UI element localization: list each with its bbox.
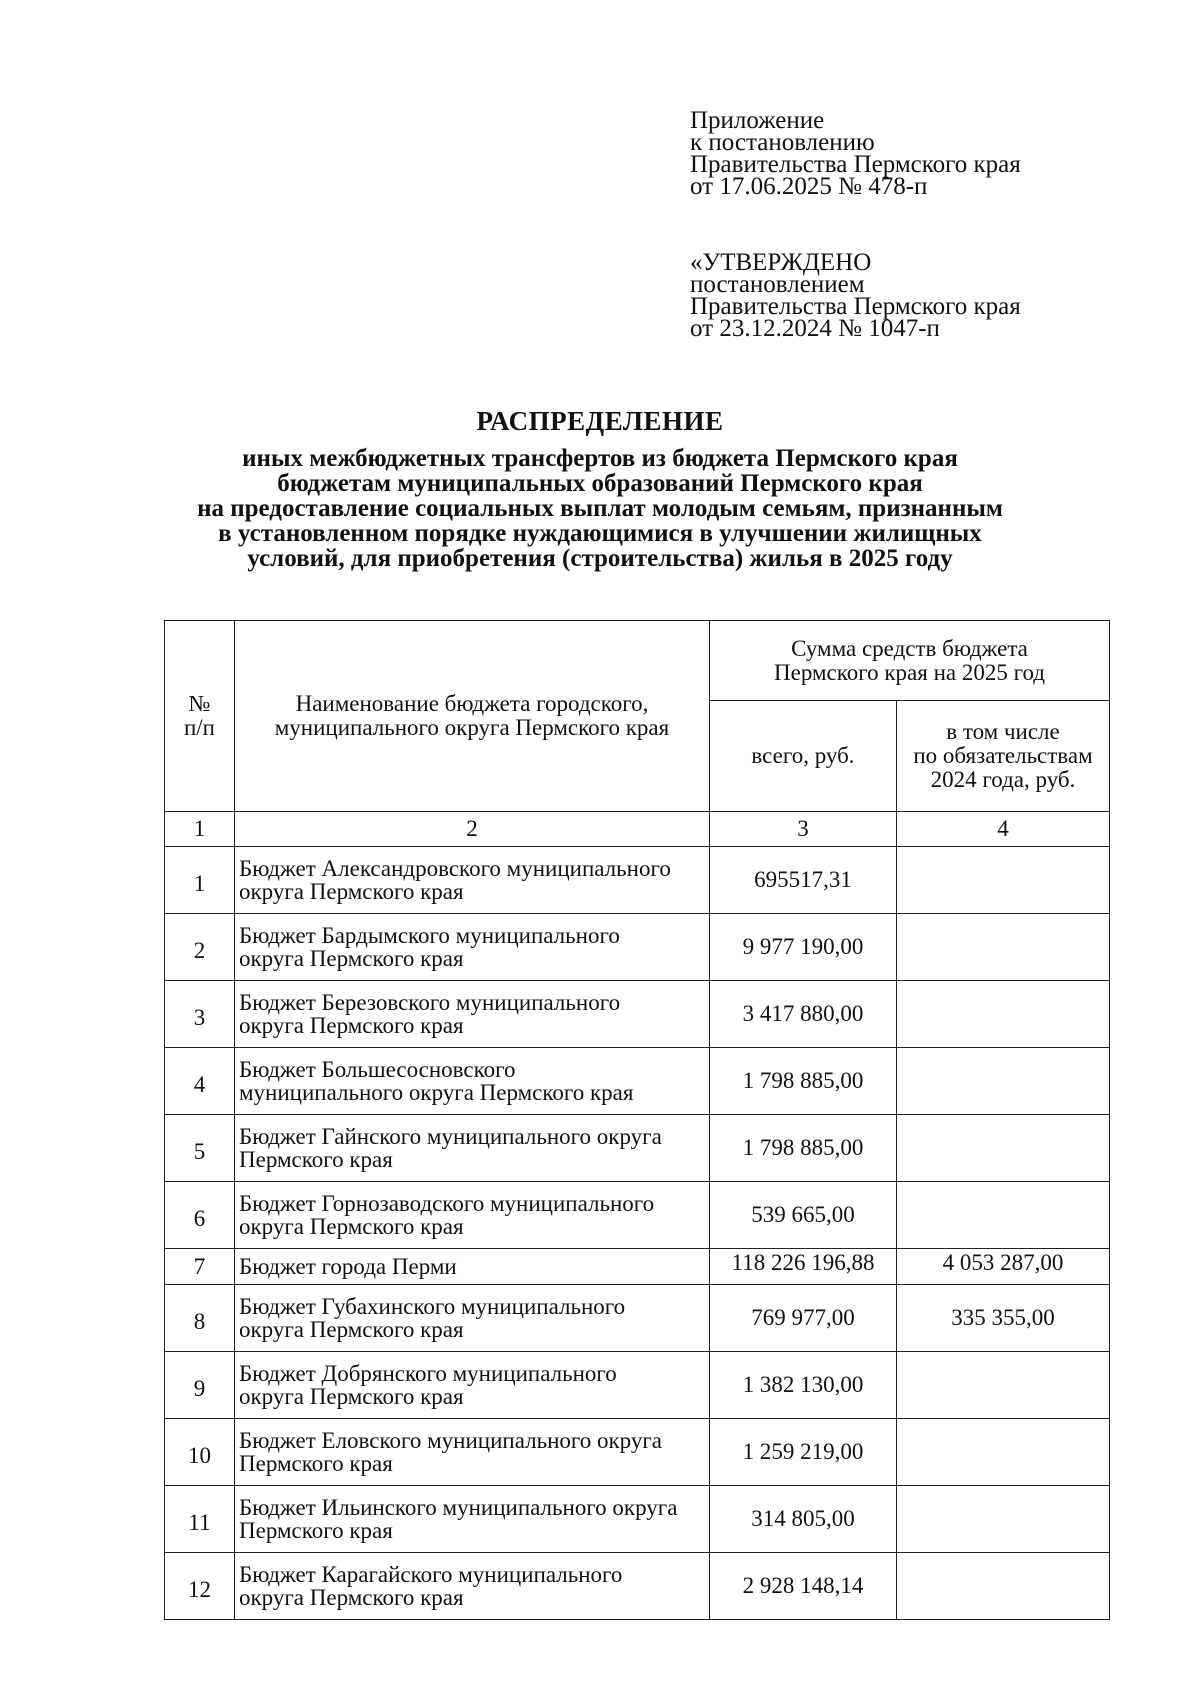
table-row: [165, 1352, 1110, 1419]
distribution-table: [164, 620, 1110, 1620]
row-number: 4: [165, 1048, 235, 1115]
amount-total: 1 798 885,00: [710, 1115, 897, 1182]
approved-line: постановлением: [690, 271, 865, 298]
budget-name: [235, 1419, 710, 1486]
budget-name-line: Бюджет города Перми: [239, 1254, 457, 1279]
row-number: 7: [165, 1249, 235, 1285]
row-number: 9: [165, 1352, 235, 1419]
header-name-line: муниципального округа Пермского края: [274, 715, 670, 740]
row-number: 11: [165, 1486, 235, 1553]
table-row: [165, 1486, 1110, 1553]
amount-2024-obligations: [897, 1048, 1110, 1115]
budget-name: [235, 1048, 710, 1115]
budget-name-line: Бюджет Бардымского муниципального: [239, 923, 620, 948]
amount-2024-obligations: [897, 1115, 1110, 1182]
amount-total: 9 977 190,00: [710, 914, 897, 981]
header-sum-group: [710, 621, 1110, 701]
amount-total: 1 382 130,00: [710, 1352, 897, 1419]
table-row: [165, 914, 1110, 981]
row-number: 3: [165, 981, 235, 1048]
budget-name: [235, 1352, 710, 1419]
amount-total: 1 798 885,00: [710, 1048, 897, 1115]
budget-name: [235, 1486, 710, 1553]
amount-total: 118 226 196,88: [710, 1249, 897, 1285]
budget-name-line: Бюджет Губахинского муниципального: [239, 1294, 626, 1319]
budget-name: [235, 847, 710, 914]
header-total: всего, руб.: [710, 701, 897, 812]
budget-name-line: Бюджет Большесосновского: [239, 1057, 516, 1082]
header-name-line: Наименование бюджета городского,: [295, 691, 649, 716]
budget-name-line: Бюджет Березовского муниципального: [239, 990, 621, 1015]
amount-2024-obligations: [897, 981, 1110, 1048]
amount-total: 695517,31: [710, 847, 897, 914]
budget-name-line: округа Пермского края: [239, 879, 464, 904]
table-row: [165, 1249, 1110, 1285]
column-index: 2: [235, 812, 710, 847]
budget-name-line: округа Пермского края: [239, 946, 464, 971]
budget-name-line: округа Пермского края: [239, 1585, 464, 1610]
subtitle-line: бюджетам муниципальных образований Пермского края: [277, 470, 923, 497]
budget-name-line: Бюджет Карагайского муниципального: [239, 1562, 623, 1587]
appendix-line: Приложение: [690, 107, 825, 134]
header-sum-line: Сумма средств бюджета: [791, 635, 1028, 661]
budget-name-line: Бюджет Гайнского муниципального округа: [239, 1124, 662, 1149]
appendix-block: [690, 107, 1021, 200]
amount-2024-obligations: [897, 1182, 1110, 1249]
amount-total: 3 417 880,00: [710, 981, 897, 1048]
header-incl-line: в том числе: [946, 719, 1060, 745]
budget-name: [235, 1115, 710, 1182]
header-incl: [897, 701, 1110, 812]
document-title: РАСПРЕДЕЛЕНИЕ: [476, 406, 724, 436]
header-sum-line: Пермского края на 2025 год: [774, 659, 1045, 685]
budget-name-line: Бюджет Добрянского муниципального: [239, 1361, 617, 1386]
budget-name-line: Бюджет Александровского муниципального: [239, 856, 671, 881]
table-row: [165, 1115, 1110, 1182]
row-number: 6: [165, 1182, 235, 1249]
budget-name: [235, 1285, 710, 1352]
budget-name: [235, 1553, 710, 1620]
header-incl-line: 2024 года, руб.: [930, 767, 1076, 793]
budget-name-line: Пермского края: [239, 1147, 393, 1172]
amount-2024-obligations: [897, 1553, 1110, 1620]
amount-2024-obligations: [897, 1419, 1110, 1486]
header-num-line: п/п: [183, 715, 215, 740]
table-row: [165, 1419, 1110, 1486]
budget-name-line: Бюджет Горнозаводского муниципального: [239, 1191, 655, 1216]
table-row: [165, 1285, 1110, 1352]
table-row: [165, 1048, 1110, 1115]
table-row: [165, 1182, 1110, 1249]
appendix-line: от 17.06.2025 № 478-п: [690, 173, 928, 200]
header-name: [235, 621, 710, 812]
budget-name-line: муниципального округа Пермского края: [239, 1080, 634, 1105]
budget-name-line: Бюджет Еловского муниципального округа: [239, 1428, 663, 1453]
row-number: 5: [165, 1115, 235, 1182]
budget-name: [235, 981, 710, 1048]
amount-2024-obligations: 335 355,00: [897, 1285, 1110, 1352]
table-header-row: [165, 621, 1110, 701]
budget-name-line: Пермского края: [239, 1518, 393, 1543]
amount-2024-obligations: [897, 847, 1110, 914]
budget-name-line: округа Пермского края: [239, 1214, 464, 1239]
amount-total: 539 665,00: [710, 1182, 897, 1249]
subtitle-line: в установленном порядке нуждающимися в улучшении жилищных: [218, 520, 982, 547]
header-num: [165, 621, 235, 812]
document-subtitle: [120, 446, 1080, 571]
amount-total: 314 805,00: [710, 1486, 897, 1553]
subtitle-line: иных межбюджетных трансфертов из бюджета Пермского края: [242, 445, 958, 472]
amount-2024-obligations: [897, 1486, 1110, 1553]
row-number: 2: [165, 914, 235, 981]
table-row: [165, 981, 1110, 1048]
budget-name-line: округа Пермского края: [239, 1013, 464, 1038]
appendix-line: к постановлению: [690, 129, 875, 156]
subtitle-line: условий, для приобретения (строительства) жилья в 2025 году: [247, 545, 953, 572]
budget-name: [235, 1249, 710, 1285]
budget-name-line: округа Пермского края: [239, 1384, 464, 1409]
budget-name-line: Бюджет Ильинского муниципального округа: [239, 1495, 678, 1520]
budget-name-line: округа Пермского края: [239, 1317, 464, 1342]
header-incl-line: по обязательствам: [913, 743, 1093, 769]
subtitle-line: на предоставление социальных выплат молодым семьям, признанным: [197, 495, 1003, 522]
column-index: 1: [165, 812, 235, 847]
amount-total: 769 977,00: [710, 1285, 897, 1352]
row-number: 10: [165, 1419, 235, 1486]
appendix-line: Правительства Пермского края: [690, 151, 1021, 178]
amount-2024-obligations: 4 053 287,00: [897, 1249, 1110, 1285]
column-index: 4: [897, 812, 1110, 847]
header-num-line: №: [188, 691, 211, 716]
column-index-row: [165, 812, 1110, 847]
row-number: 1: [165, 847, 235, 914]
amount-total: 2 928 148,14: [710, 1553, 897, 1620]
budget-name-line: Пермского края: [239, 1451, 393, 1476]
approved-line: Правительства Пермского края: [690, 293, 1021, 320]
row-number: 12: [165, 1553, 235, 1620]
approved-line: от 23.12.2024 № 1047-п: [690, 315, 940, 342]
approved-line: «УТВЕРЖДЕНО: [690, 249, 872, 276]
budget-name: [235, 1182, 710, 1249]
amount-total: 1 259 219,00: [710, 1419, 897, 1486]
table-row: [165, 1553, 1110, 1620]
approved-block: [690, 249, 1021, 342]
column-index: 3: [710, 812, 897, 847]
table-row: [165, 847, 1110, 914]
amount-2024-obligations: [897, 1352, 1110, 1419]
amount-2024-obligations: [897, 914, 1110, 981]
row-number: 8: [165, 1285, 235, 1352]
budget-name: [235, 914, 710, 981]
